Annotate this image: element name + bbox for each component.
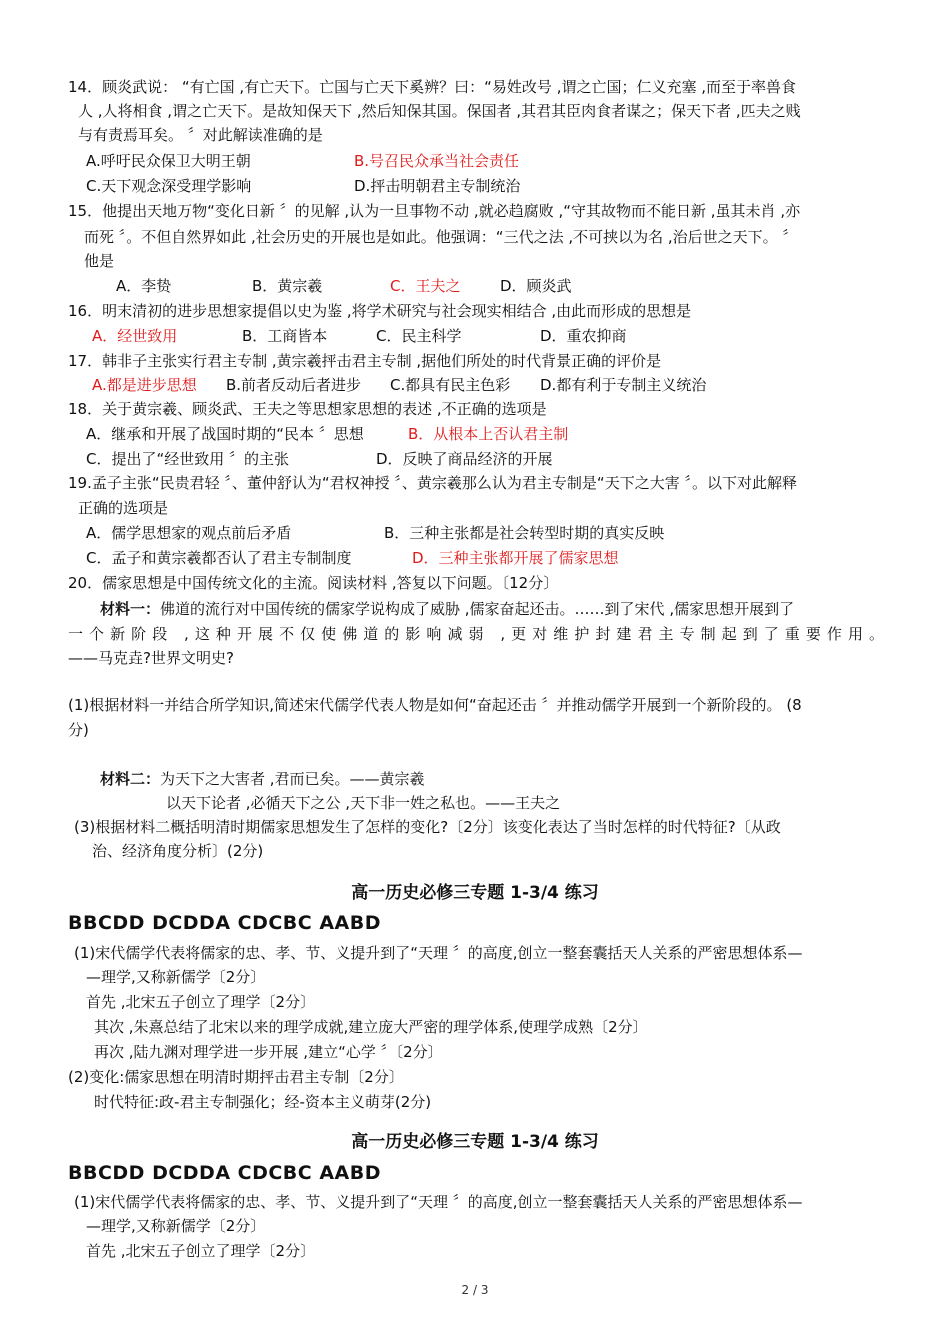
q19-option-d-answer: D．三种主张都开展了儒家思想 [412, 549, 619, 567]
q18-option-d: D．反映了商品经济的开展 [376, 450, 553, 468]
answer-section-2-line1: (1)宋代儒学代表将儒家的忠、孝、节、义提升到了“天理 〞的高度,创立一整套囊括天人关系的严密思想体系— [74, 1193, 803, 1211]
q20-material2-line2: 以天下论者 ,必循天下之公 ,天下非一姓之私也。——王夫之 [166, 794, 561, 812]
q18-option-c: C．提出了“经世致用 〞的主张 [86, 450, 290, 468]
material1-label: 材料一： [100, 600, 161, 618]
q20-sub3-line1: (3)根据材料二概括明清时期儒家思想发生了怎样的变化?〔2分〕该变化表达了当时怎样的时代特征?〔从政 [74, 818, 781, 836]
material1-text1: 佛道的流行对中国传统的儒家学说构成了威胁 ,儒家奋起还击。……到了宋代 ,儒家思想开展到了 [160, 600, 795, 618]
q17-option-b: B.前者反动后者进步 [226, 376, 362, 394]
q14-option-d: D.抨击明朝君主专制统治 [354, 177, 521, 195]
q19-line2: 正确的选项是 [78, 499, 169, 517]
q15-line2: 而死 〞。不但自然界如此 ,社会历史的开展也是如此。他强调：“三代之法 ,不可挟以为名 ,治后世之天下。 〞 [84, 228, 798, 246]
answer-section-1-line1: (1)宋代儒学代表将儒家的忠、孝、节、义提升到了“天理 〞的高度,创立一整套囊括天人关系的严密思想体系— [74, 944, 803, 962]
q20-material1-line2: 一个新阶段 ,这种开展不仅使佛道的影响减弱 ,更对维护封建君主专制起到了重要作用。 [68, 625, 884, 643]
material2-label: 材料二： [100, 770, 161, 788]
answer-section-2-line2: —理学,又称新儒学〔2分〕 [86, 1217, 266, 1235]
q16-option-d: D．重农抑商 [540, 327, 627, 345]
page-number: 2 / 3 [461, 1283, 489, 1297]
q19-line1: 19.孟子主张“民贵君轻 〞、董仲舒认为“君权神授 〞、黄宗羲那么认为君主专制是“天下之大害 〞。以下对此解释 [68, 474, 797, 492]
q17-option-a-answer: A.都是进步思想 [92, 376, 197, 394]
q20-material1-line1 [100, 598, 794, 620]
q14-line2: 人 ,人将相食 ,谓之亡天下。是故知保天下 ,然后知保其国。保国者 ,其君其臣肉食者谋之；保天下者 ,匹夫之贱 [78, 102, 801, 120]
q14-line3: 与有责焉耳矣。 〞对此解读准确的是 [78, 126, 323, 144]
q15-option-b: B．黄宗羲 [252, 277, 323, 295]
material2-text1: 为天下之大害者 ,君而已矣。——黄宗羲 [160, 770, 425, 788]
q14-option-a: A.呼吁民众保卫大明王朝 [86, 152, 251, 170]
q17-option-d: D.都有利于专制主义统治 [540, 376, 707, 394]
answer-section-2-title: 高一历史必修三专题 1-3/4 练习 [351, 1132, 599, 1152]
q16-option-c: C．民主科学 [376, 327, 462, 345]
q16-line1: 16．明末清初的进步思想家提倡以史为鉴 ,将学术研究与社会现实相结合 ,由此而形成的思想是 [68, 302, 692, 320]
answer-section-1-key: BBCDD DCDDA CDCBC AABD [68, 912, 382, 934]
answer-section-1-line3: 首先 ,北宋五子创立了理学〔2分〕 [86, 993, 316, 1011]
q14-option-b-answer: B.号召民众承当社会责任 [354, 152, 520, 170]
q20-sub3-line2: 治、经济角度分析〕(2分) [92, 842, 264, 860]
answer-section-2-key: BBCDD DCDDA CDCBC AABD [68, 1162, 382, 1184]
q18-option-b-answer: B．从根本上否认君主制 [408, 425, 569, 443]
q14-option-c: C.天下观念深受理学影响 [86, 177, 252, 195]
q19-option-a: A．儒学思想家的观点前后矛盾 [86, 524, 292, 542]
q15-line1: 15．他提出天地万物“变化日新 〞的见解 ,认为一旦事物不动 ,就必趋腐败 ,“守其故物而不能日新 ,虽其未肖 ,亦 [68, 202, 801, 220]
q17-option-c: C.都具有民主色彩 [390, 376, 511, 394]
q19-option-b: B．三种主张都是社会转型时期的真实反映 [384, 524, 665, 542]
answer-section-1-line5: 再次 ,陆九渊对理学进一步开展 ,建立“心学 〞〔2分〕 [94, 1043, 443, 1061]
q18-option-a: A．继承和开展了战国时期的“民本 〞思想 [86, 425, 364, 443]
q20-material1-source: ——马克垚?世界文明史? [68, 649, 234, 667]
q17-line1: 17．韩非子主张实行君主专制 ,黄宗羲抨击君主专制 ,据他们所处的时代背景正确的评价是 [68, 352, 662, 370]
q15-option-c-answer: C．王夫之 [390, 277, 461, 295]
q15-option-a: A．李贽 [116, 277, 172, 295]
q20-line1: 20．儒家思想是中国传统文化的主流。阅读材料 ,答复以下问题。〔12分〕 [68, 574, 559, 592]
q16-option-a-answer: A．经世致用 [92, 327, 178, 345]
q14-line1: 14．顾炎武说： “有亡国 ,有亡天下。亡国与亡天下奚辨？曰：“易姓改号 ,谓之亡国；仁义充塞 ,而至于率兽食 [68, 78, 797, 96]
q15-line3: 他是 [84, 252, 115, 270]
q20-sub1-line2: 分) [68, 721, 89, 739]
answer-section-1-line4: 其次 ,朱熹总结了北宋以来的理学成就,建立庞大严密的理学体系,使理学成熟〔2分〕 [94, 1018, 648, 1036]
q20-material2-line1 [100, 768, 425, 790]
q20-sub1-line1: (1)根据材料一并结合所学知识,简述宋代儒学代表人物是如何“奋起还击 〞并推动儒学开展到一个新阶段的。 (8 [68, 696, 802, 714]
answer-section-2-line3: 首先 ,北宋五子创立了理学〔2分〕 [86, 1242, 316, 1260]
q16-option-b: B．工商皆本 [242, 327, 328, 345]
answer-section-1-title: 高一历史必修三专题 1-3/4 练习 [351, 883, 599, 903]
q19-option-c: C．孟子和黄宗羲都否认了君主专制制度 [86, 549, 352, 567]
answer-section-1-line7: 时代特征:政-君主专制强化；经-资本主义萌芽(2分) [94, 1093, 432, 1111]
answer-section-1-line2: —理学,又称新儒学〔2分〕 [86, 968, 266, 986]
q18-line1: 18．关于黄宗羲、顾炎武、王夫之等思想家思想的表述 ,不正确的选项是 [68, 400, 547, 418]
q15-option-d: D．顾炎武 [500, 277, 572, 295]
answer-section-1-line6: (2)变化:儒家思想在明清时期抨击君主专制〔2分〕 [68, 1068, 404, 1086]
